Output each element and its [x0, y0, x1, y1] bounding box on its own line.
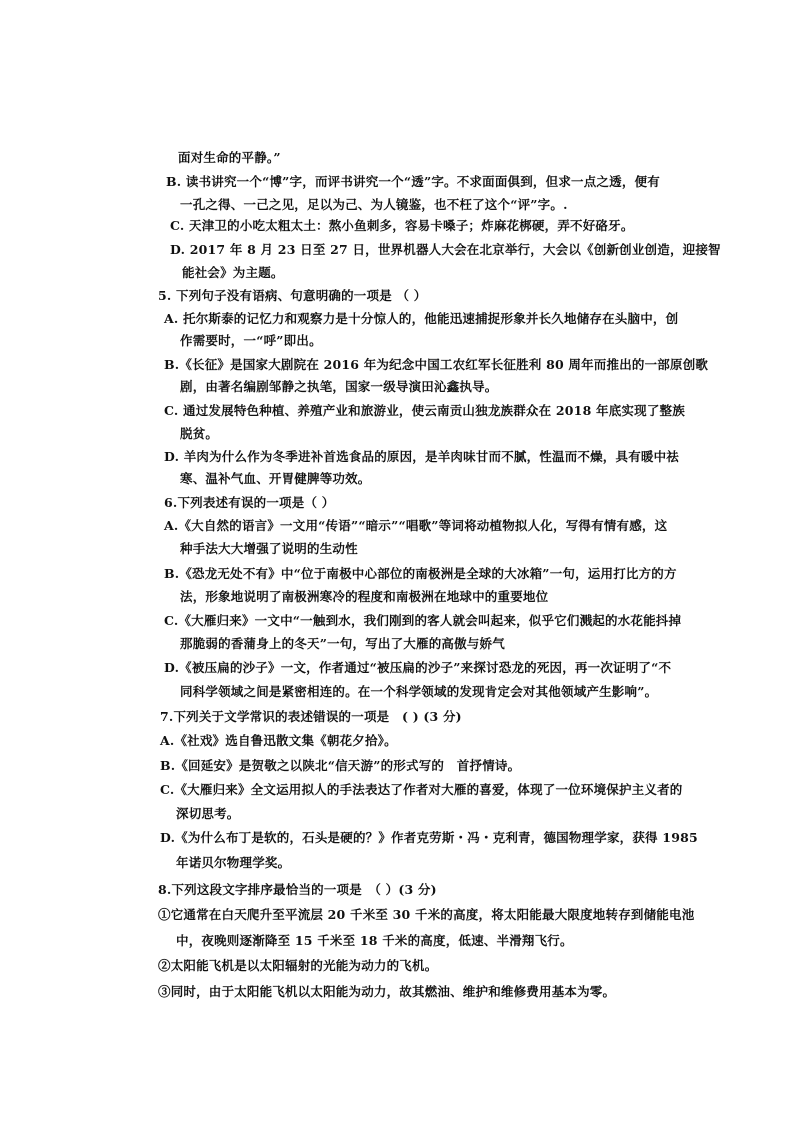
text-line: D.《被压扁的沙子》一文，作者通过“被压扁的沙子”来探讨恐龙的死因，再一次证明了“不 [164, 660, 672, 675]
text-line: B. 读书讲究一个“博”字，而评书讲究一个“透”字。不求面面俱到，但求一点之透，便有 [166, 174, 660, 189]
text-line: ③同时，由于太阳能飞机以太阳能为动力，故其燃油、维护和维修费用基本为零。 [158, 984, 616, 999]
text-line: ②太阳能飞机是以太阳辐射的光能为动力的飞机。 [158, 958, 438, 973]
text-line: D. 2017 年 8 月 23 日至 27 日，世界机器人大会在北京举行，大会以《创新创业创造，迎接智 [170, 242, 721, 257]
text-line: 面对生命的平静。” [178, 150, 281, 165]
text-line: 作需要时，一“呼”即出。 [180, 333, 322, 348]
text-line: 年诺贝尔物理学奖。 [176, 855, 291, 870]
text-line: C. 通过发展特色种植、养殖产业和旅游业，使云南贡山独龙族群众在 2018 年底实现了整族 [164, 403, 685, 418]
text-line: 同科学领域之间是紧密相连的。在一个科学领域的发现肯定会对其他领域产生影响”。 [180, 684, 658, 699]
text-line: A.《社戏》选自鲁迅散文集《朝花夕拾》。 [160, 733, 397, 748]
text-line: 剧，由著名编剧邹静之执笔，国家一级导演田沁鑫执导。 [180, 379, 498, 394]
text-line: A.《大自然的语言》一文用“传语”“暗示”“唱歌”等词将动植物拟人化，写得有情有感，这 [164, 518, 668, 533]
question-title: 5. 下列句子没有语病、句意明确的一项是 （ ） [158, 288, 427, 303]
text-line: C.《大雁归来》一文中“一触到水，我们刚到的客人就会叫起来，似乎它们溅起的水花能抖掉 [164, 613, 682, 628]
question-title: 8.下列这段文字排序最恰当的一项是 （ ）(3 分) [158, 882, 437, 897]
question-title: 6.下列表述有误的一项是（ ） [164, 495, 335, 510]
text-line: 能社会》为主题。 [182, 265, 284, 280]
text-line: A. 托尔斯泰的记忆力和观察力是十分惊人的，他能迅速捕捉形象并长久地储存在头脑中，创 [164, 311, 679, 326]
text-line: ①它通常在白天爬升至平流层 20 千米至 30 千米的高度，将太阳能最大限度地转存到储能电池 [158, 907, 695, 922]
text-line: 中，夜晚则逐渐降至 15 千米至 18 千米的高度，低速、半滑翔飞行。 [176, 933, 573, 948]
text-line: D. 羊肉为什么作为冬季进补首选食品的原因，是羊肉味甘而不腻，性温而不燥，具有暖中祛 [164, 449, 679, 464]
text-line: D.《为什么布丁是软的，石头是硬的？》作者克劳斯・冯・克利青，德国物理学家，获得 1985 [160, 830, 698, 845]
text-line: B.《恐龙无处不有》中“位于南极中心部位的南极洲是全球的大冰箱”一句，运用打比方的方 [164, 566, 677, 581]
text-line: 一孔之得、一己之见，足以为己、为人镜鉴，也不枉了这个“评”字。. [180, 197, 568, 212]
text-line: B.《回延安》是贺敬之以陕北“信天游”的形式写的 首抒情诗。 [160, 758, 521, 773]
text-line: 脱贫。 [180, 426, 219, 441]
text-line: 寒、温补气血、开胃健脾等功效。 [180, 471, 371, 486]
text-line: 种手法大大增强了说明的生动性 [180, 541, 358, 556]
text-line: C.《大雁归来》全文运用拟人的手法表达了作者对大雁的喜爱，体现了一位环境保护主义者的 [160, 782, 683, 797]
question-title: 7.下列关于文学常识的表述错误的一项是 ( ) (3 分) [160, 709, 462, 724]
text-line: 法，形象地说明了南极洲寒冷的程度和南极洲在地球中的重要地位 [180, 589, 549, 604]
text-line: B.《长征》是国家大剧院在 2016 年为纪念中国工农红军长征胜利 80 周年而推出的一部原创歌 [164, 357, 709, 372]
text-line: C. 天津卫的小吃太粗太土：熬小鱼刺多，容易卡嗓子；炸麻花梆硬，弄不好硌牙。 [170, 218, 634, 233]
text-line: 深切思考。 [176, 806, 240, 821]
text-line: 那脆弱的香蒲身上的冬天”一句，写出了大雁的高傲与娇气 [180, 636, 505, 651]
